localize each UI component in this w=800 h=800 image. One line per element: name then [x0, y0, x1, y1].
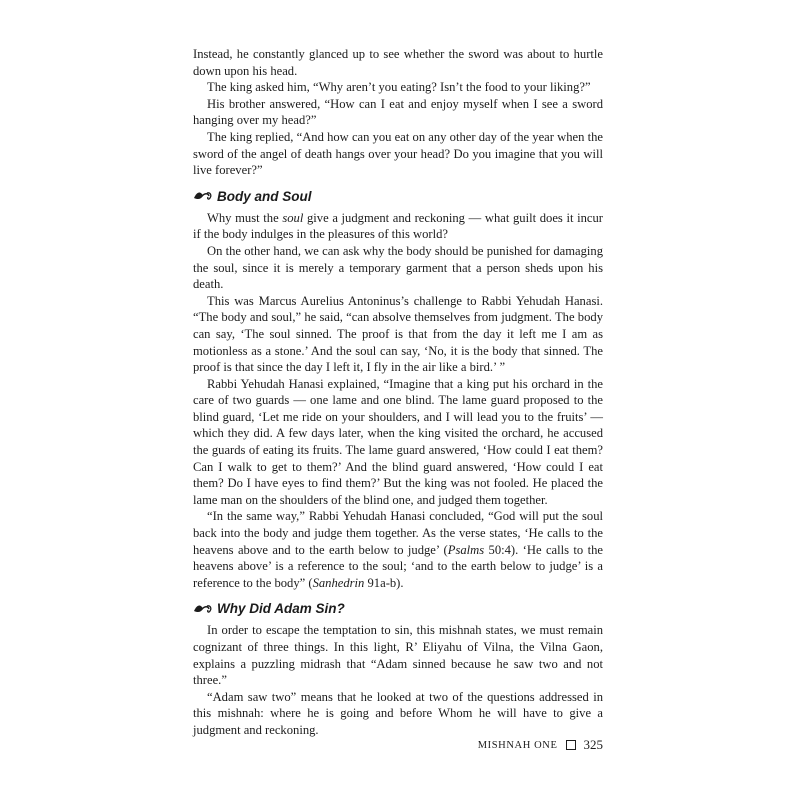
page-number: 325 — [583, 737, 603, 752]
section-heading-text: Body and Soul — [217, 188, 312, 204]
paragraph-intro-2: The king asked him, “Why aren’t you eating? Isn’t the food to your liking?” — [207, 80, 591, 95]
paragraph-intro-3: His brother answered, “How can I eat and enjoy myself when I see a sword hanging over my head?” — [193, 96, 603, 128]
running-head: MISHNAH ONE — [477, 739, 558, 751]
section-heading-text: Why Did Adam Sin? — [217, 601, 345, 617]
paragraph-adam-2: “Adam saw two” means that he looked at two of the questions addressed in this mishnah: where he is going and before Whom he will have to give a judgment and reckoning. — [193, 689, 603, 737]
section-heading-why-did-adam-sin — [193, 600, 603, 617]
citation-sanhedrin: Sanhedrin — [312, 575, 365, 590]
citation-psalms: Psalms — [447, 542, 485, 557]
text-span: 91a-b). — [364, 575, 404, 590]
paragraph-intro-4: The king replied, “And how can you eat on any other day of the year when the sword of the angel of death hangs over your head? Do you imagine that you will live forever?” — [193, 129, 603, 178]
paragraph-body-soul-2: On the other hand, we can ask why the body should be punished for damaging the soul, since it is merely a temporary garment that a person sheds upon his death. — [193, 243, 603, 292]
paragraph-body-soul-5 — [193, 508, 603, 591]
text-span: 50:4). ‘He calls to the heavens above’ is a reference to the soul; ‘and to the earth below to judge’ is a reference to the body” ( — [193, 542, 603, 590]
paragraph-adam-1: In order to escape the temptation to sin, this mishnah states, we must remain cognizant of three things. In this light, R’ Eliyahu of Vilna, the Vilna Gaon, explains a puzzling midrash that “Adam sinned because he saw two and not three.” — [193, 623, 603, 688]
leaf-ornament-icon — [193, 603, 213, 615]
page-footer — [470, 737, 603, 753]
text-span: Why must the — [207, 210, 283, 225]
leaf-ornament-icon — [193, 190, 213, 202]
paragraph-intro-1: Instead, he constantly glanced up to see whether the sword was about to hurtle down upon his head. — [193, 47, 603, 78]
paragraph-body-soul-3: This was Marcus Aurelius Antoninus’s challenge to Rabbi Yehudah Hanasi. “The body and soul,” he said, “can absolve themselves from judgment. The body can say, ‘The soul sinned. The proof is that from the day it left me I am as motionless as a stone.’ And the soul can say, ‘No, it is the body that sinned. The proof is that since the day I left it, I fly in the air like a bird.’ ” — [193, 293, 603, 375]
square-box-icon — [566, 740, 576, 750]
section-heading-body-and-soul — [193, 188, 603, 205]
emphasis-soul: soul — [282, 210, 304, 225]
text-block — [193, 46, 603, 739]
paragraph-body-soul-1 — [193, 210, 603, 243]
text-span: give a judgment and reckoning — what guilt does it incur if the body indulges in the pleasures of this world? — [193, 210, 604, 242]
text-span: “In the same way,” Rabbi Yehudah Hanasi concluded, “God will put the soul back into the body and judge them together. As the verse states, ‘He calls to the heavens above and to the earth below to judge’ ( — [193, 509, 603, 557]
paragraph-body-soul-4: Rabbi Yehudah Hanasi explained, “Imagine that a king put his orchard in the care of two guards — one lame and one blind. The lame guard proposed to the blind guard, ‘Let me ride on your shoulders, and I will lead you to the fruits’ — which they did. A few days later, when the king visited the orchard, he accused the guards of eating its fruits. The lame guard answered, ‘How could I eat them? Can I walk to get to them?’ And the blind guard answered, ‘How could I eat them? Do I have eyes to find them?’ But the king was not fooled. He placed the lame man on the shoulders of the blind one, and judged them together. — [193, 376, 603, 507]
